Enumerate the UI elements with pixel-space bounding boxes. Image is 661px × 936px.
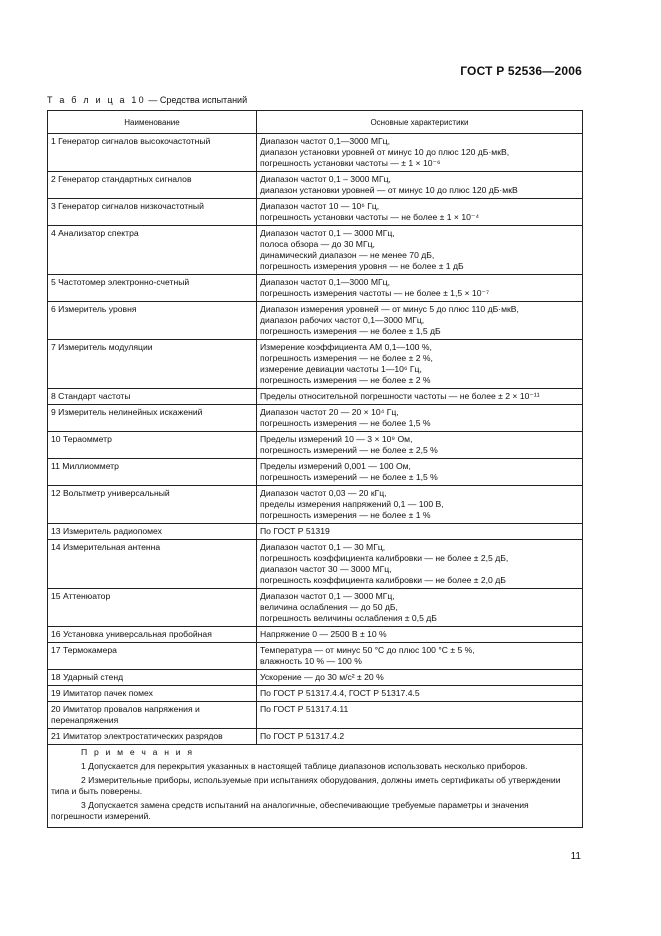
- characteristic-line: погрешность измерения — не более ± 1,5 дБ: [260, 326, 441, 336]
- characteristic-line: диапазон рабочих частот 0,1—3000 МГц,: [260, 315, 425, 325]
- table-row: [48, 405, 583, 432]
- page-number: 11: [570, 851, 581, 862]
- row-name-cell: 19 Имитатор пачек помех: [48, 686, 257, 702]
- characteristic-line: влажность 10 % — 100 %: [260, 656, 362, 666]
- table-caption-title: — Средства испытаний: [145, 95, 248, 105]
- characteristic-line: динамический диапазон — не менее 70 дБ,: [260, 250, 435, 260]
- row-name-cell: 7 Измеритель модуляции: [48, 340, 257, 389]
- characteristic-line: Температура — от минус 50 °С до плюс 100 °С ± 5 %,: [260, 645, 475, 655]
- column-header-name: Наименование: [48, 111, 257, 134]
- characteristic-line: Диапазон частот 10 — 10⁶ Гц,: [260, 201, 380, 211]
- document-header: ГОСТ Р 52536—2006: [460, 64, 582, 78]
- characteristic-line: полоса обзора — до 30 МГц,: [260, 239, 375, 249]
- row-name-cell: 13 Измеритель радиопомех: [48, 524, 257, 540]
- column-header-characteristics: Основные характеристики: [257, 111, 583, 134]
- note-item: 2 Измерительные приборы, используемые при испытаниях оборудования, должны иметь сертификаты об утверждении типа и быть поверены.: [51, 775, 561, 796]
- characteristic-line: диапазон частот 30 — 3000 МГц,: [260, 564, 392, 574]
- row-characteristics-cell: [257, 405, 583, 432]
- characteristic-line: погрешность измерения — не более ± 2 %,: [260, 353, 433, 363]
- characteristic-line: Диапазон частот 0,1 — 30 МГц,: [260, 542, 386, 552]
- characteristic-line: диапазон установки уровней от минус 10 до плюс 120 дБ·мкВ,: [260, 147, 510, 157]
- characteristic-line: По ГОСТ Р 51317.4.11: [260, 704, 349, 714]
- characteristic-line: погрешность измерения — не более ± 2 %: [260, 375, 431, 385]
- row-name-cell: 6 Измеритель уровня: [48, 302, 257, 340]
- characteristic-line: величина ослабления — до 50 дБ,: [260, 602, 398, 612]
- table-row: [48, 486, 583, 524]
- equipment-table: [47, 110, 583, 828]
- characteristic-line: погрешность установки частоты — не более ± 1 × 10⁻⁴: [260, 212, 480, 222]
- table-row: [48, 524, 583, 540]
- table-row: [48, 134, 583, 172]
- table-row: [48, 729, 583, 745]
- characteristic-line: погрешность измерения частоты — не более ± 1,5 × 10⁻⁷: [260, 288, 490, 298]
- row-name-cell: 1 Генератор сигналов высокочастотный: [48, 134, 257, 172]
- table-row: [48, 199, 583, 226]
- row-characteristics-cell: [257, 486, 583, 524]
- row-name-cell: 14 Измерительная антенна: [48, 540, 257, 589]
- notes-row: [48, 745, 583, 828]
- row-name-cell: 16 Установка универсальная пробойная: [48, 627, 257, 643]
- notes-cell: [48, 745, 583, 828]
- characteristic-line: По ГОСТ Р 51317.4.2: [260, 731, 345, 741]
- table-row: [48, 275, 583, 302]
- row-characteristics-cell: [257, 524, 583, 540]
- table-header-row: [48, 111, 583, 134]
- note-item: 3 Допускается замена средств испытаний на аналогичные, обеспечивающие требуемые параметры и значения погрешности измерений.: [51, 800, 529, 821]
- characteristic-line: Диапазон измерения уровней — от минус 5 до плюс 110 дБ·мкВ,: [260, 304, 519, 314]
- table-row: [48, 302, 583, 340]
- characteristic-line: погрешность установки частоты — ± 1 × 10⁻⁶: [260, 158, 441, 168]
- characteristic-line: По ГОСТ Р 51317.4.4, ГОСТ Р 51317.4.5: [260, 688, 420, 698]
- characteristic-line: Диапазон частот 0,1—3000 МГц,: [260, 136, 390, 146]
- characteristic-line: погрешность измерений — не более ± 2,5 %: [260, 445, 438, 455]
- table-body: [48, 134, 583, 745]
- row-name-cell: 3 Генератор сигналов низкочастотный: [48, 199, 257, 226]
- row-characteristics-cell: [257, 275, 583, 302]
- row-characteristics-cell: [257, 729, 583, 745]
- row-name-cell: 11 Миллиомметр: [48, 459, 257, 486]
- table-row: [48, 627, 583, 643]
- characteristic-line: Пределы относительной погрешности частоты — не более ± 2 × 10⁻¹¹: [260, 391, 540, 401]
- row-characteristics-cell: [257, 702, 583, 729]
- characteristic-line: Ускорение — до 30 м/с² ± 20 %: [260, 672, 384, 682]
- table-row: [48, 670, 583, 686]
- characteristic-line: Пределы измерений 10 — 3 × 10⁹ Ом,: [260, 434, 413, 444]
- table-row: [48, 340, 583, 389]
- row-name-cell: 17 Термокамера: [48, 643, 257, 670]
- row-name-cell: 4 Анализатор спектра: [48, 226, 257, 275]
- row-characteristics-cell: [257, 643, 583, 670]
- characteristic-line: погрешность коэффициента калибровки — не более ± 2,0 дБ: [260, 575, 506, 585]
- characteristic-line: погрешность измерения — не более ± 1 %: [260, 510, 431, 520]
- row-name-cell: 20 Имитатор провалов напряжения и перенапряжения: [48, 702, 257, 729]
- row-characteristics-cell: [257, 589, 583, 627]
- table-row: [48, 172, 583, 199]
- table-row: [48, 226, 583, 275]
- table-row: [48, 702, 583, 729]
- characteristic-line: погрешность измерений — не более ± 1,5 %: [260, 472, 438, 482]
- characteristic-line: Измерение коэффициента АМ 0,1—100 %,: [260, 342, 432, 352]
- row-characteristics-cell: [257, 199, 583, 226]
- characteristic-line: погрешность величины ослабления ± 0,5 дБ: [260, 613, 437, 623]
- row-name-cell: 9 Измеритель нелинейных искажений: [48, 405, 257, 432]
- characteristic-line: Диапазон частот 0,03 — 20 кГц,: [260, 488, 387, 498]
- row-characteristics-cell: [257, 389, 583, 405]
- characteristic-line: погрешность коэффициента калибровки — не более ± 2,5 дБ,: [260, 553, 509, 563]
- row-characteristics-cell: [257, 686, 583, 702]
- table-caption: [47, 95, 247, 105]
- table-row: [48, 686, 583, 702]
- characteristic-line: По ГОСТ Р 51319: [260, 526, 330, 536]
- characteristic-line: измерение девиации частоты 1—10⁶ Гц,: [260, 364, 422, 374]
- table-row: [48, 589, 583, 627]
- characteristic-line: Диапазон частот 20 — 20 × 10⁴ Гц,: [260, 407, 399, 417]
- row-characteristics-cell: [257, 540, 583, 589]
- row-name-cell: 2 Генератор стандартных сигналов: [48, 172, 257, 199]
- notes-heading: П р и м е ч а н и я: [81, 747, 195, 757]
- row-name-cell: 18 Ударный стенд: [48, 670, 257, 686]
- characteristic-line: Напряжение 0 — 2500 В ± 10 %: [260, 629, 387, 639]
- table-row: [48, 540, 583, 589]
- characteristic-line: пределы измерения напряжений 0,1 — 100 В,: [260, 499, 444, 509]
- characteristic-line: Пределы измерений 0,001 — 100 Ом,: [260, 461, 411, 471]
- table-caption-label: Т а б л и ц а 10: [47, 95, 146, 105]
- row-characteristics-cell: [257, 627, 583, 643]
- row-name-cell: 15 Аттенюатор: [48, 589, 257, 627]
- row-characteristics-cell: [257, 226, 583, 275]
- characteristic-line: Диапазон частот 0,1 — 3000 МГц,: [260, 228, 395, 238]
- row-name-cell: 21 Имитатор электростатических разрядов: [48, 729, 257, 745]
- characteristic-line: Диапазон частот 0,1 – 3000 МГц,: [260, 174, 391, 184]
- characteristic-line: Диапазон частот 0,1 — 3000 МГц,: [260, 591, 395, 601]
- note-item: 1 Допускается для перекрытия указанных в настоящей таблице диапазонов использовать несколько приборов.: [81, 761, 528, 771]
- characteristic-line: диапазон установки уровней — от минус 10 до плюс 120 дБ·мкВ: [260, 185, 518, 195]
- table-row: [48, 459, 583, 486]
- table-row: [48, 432, 583, 459]
- row-name-cell: 5 Частотомер электронно-счетный: [48, 275, 257, 302]
- row-name-cell: 8 Стандарт частоты: [48, 389, 257, 405]
- row-characteristics-cell: [257, 134, 583, 172]
- row-characteristics-cell: [257, 432, 583, 459]
- row-characteristics-cell: [257, 670, 583, 686]
- row-characteristics-cell: [257, 459, 583, 486]
- row-characteristics-cell: [257, 340, 583, 389]
- row-characteristics-cell: [257, 302, 583, 340]
- row-name-cell: 12 Вольтметр универсальный: [48, 486, 257, 524]
- row-name-cell: 10 Тераомметр: [48, 432, 257, 459]
- table-row: [48, 389, 583, 405]
- characteristic-line: погрешность измерения — не более 1,5 %: [260, 418, 431, 428]
- characteristic-line: Диапазон частот 0,1—3000 МГц,: [260, 277, 390, 287]
- table-row: [48, 643, 583, 670]
- row-characteristics-cell: [257, 172, 583, 199]
- characteristic-line: погрешность измерения уровня — не более ± 1 дБ: [260, 261, 464, 271]
